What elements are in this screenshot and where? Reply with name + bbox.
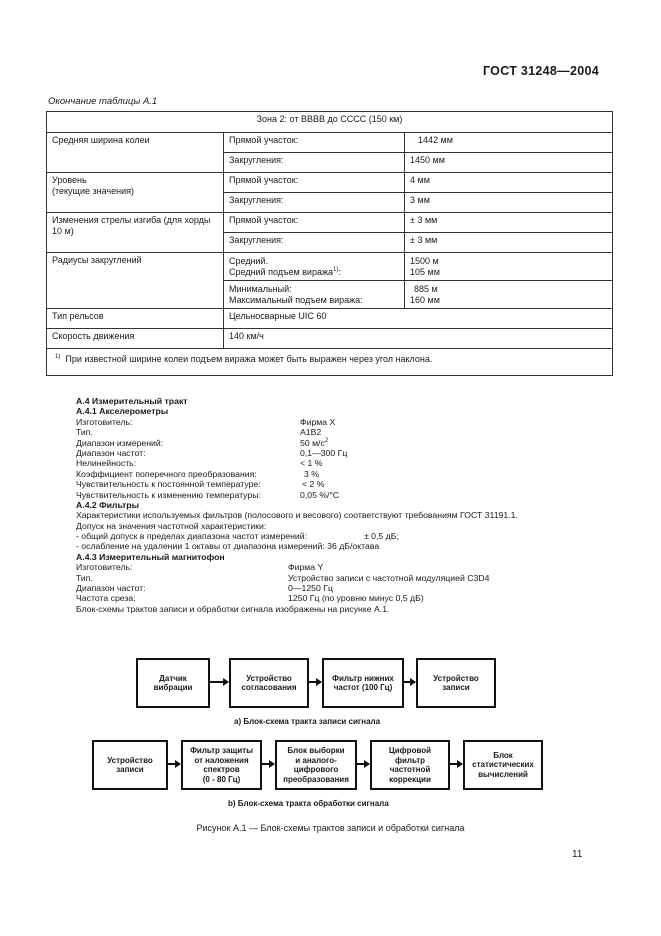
measurement-section: [76, 396, 518, 614]
diagram-caption: b) Блок-схема тракта обработки сигнала: [228, 799, 389, 808]
spec-value: 0,05 %/°С: [300, 489, 340, 500]
flow-arrow: [355, 763, 369, 765]
block-statistics: Блок статистических вычислений: [463, 740, 543, 790]
spec-line: [76, 479, 518, 489]
spec-value: < 2 %: [302, 479, 325, 490]
param-cell: Средняя ширина колеи: [47, 133, 224, 173]
spec-label: Диапазон частот:: [76, 583, 146, 594]
paragraph: Допуск на значения частотной характеристики:: [76, 520, 267, 531]
sub-label: Закругления:: [224, 193, 405, 213]
spec-value-group: [300, 438, 328, 448]
sub-label: [224, 253, 405, 281]
sub-value: 3 мм: [405, 193, 613, 213]
spec-value: 0—1250 Гц: [288, 583, 333, 594]
spec-label: Диапазон частот:: [76, 447, 146, 458]
spec-value: А1В2: [300, 427, 322, 438]
flow-arrow: [208, 681, 228, 683]
sub-value: 1442 мм: [405, 133, 613, 153]
spec-line: [76, 469, 518, 479]
sub-label: Закругления:: [224, 233, 405, 253]
spec-value: Фирма X: [300, 416, 336, 427]
table-footnote: [47, 349, 613, 376]
spec-line: [76, 417, 518, 427]
spec-value-exponent: 2: [324, 437, 329, 444]
spec-label: Коэффициент поперечного преобразования:: [76, 468, 257, 479]
spec-line: [76, 448, 518, 458]
param-value: Цельносварные UIC 60: [224, 309, 613, 329]
sub-value: ± 3 мм: [405, 233, 613, 253]
sub-label-line: Максимальный подъем виража:: [229, 295, 363, 305]
footnote-mark: 1): [55, 354, 61, 360]
block-vibration-sensor: Датчик вибрации: [136, 658, 210, 708]
sub-value: [405, 281, 613, 309]
page-number: 11: [572, 849, 583, 860]
spec-line: [76, 427, 518, 437]
document-header: ГОСТ 31248—2004: [482, 64, 599, 78]
diagram-caption: а) Блок-схема тракта записи сигнала: [234, 717, 381, 726]
zone-row: Зона 2: от ВВВВ до СССС (150 км): [47, 112, 613, 133]
sub-value-line: 160 мм: [410, 295, 440, 305]
spec-line: [76, 458, 518, 468]
spec-value: Устройство записи с частотной модуляцией С3D4: [288, 572, 490, 583]
sub-value: 1450 мм: [405, 153, 613, 173]
param-value: 140 км/ч: [224, 329, 613, 349]
subsection-heading: А.4.1 Акселерометры: [76, 406, 169, 417]
spec-label: Частота среза:: [76, 593, 136, 604]
spec-label: Чувствительность к изменению температуры:: [76, 489, 261, 500]
spec-value: 1250 Гц (по уровню минус 0,5 дБ): [288, 593, 424, 604]
block-recorder: Устройство записи: [416, 658, 496, 708]
sub-label: [224, 281, 405, 309]
table-caption: Окончание таблицы А.1: [48, 96, 158, 107]
subsection-heading: А.4.2 Фильтры: [76, 499, 140, 510]
param-cell: Тип рельсов: [47, 309, 224, 329]
spec-line: [76, 562, 518, 572]
spec-label: Тип.: [76, 427, 93, 438]
block-matching-device: Устройство согласования: [229, 658, 309, 708]
sub-value: [405, 253, 613, 281]
spec-label: Изготовитель:: [76, 416, 133, 427]
spec-label: Чувствительность к постоянной температуре:: [76, 479, 261, 490]
section-heading: А.4 Измерительный тракт: [76, 396, 188, 406]
spec-label: Тип.: [76, 572, 93, 583]
bullet-label: - общий допуск в пределах диапазона частот измерений:: [76, 531, 308, 542]
sub-value-line: 105 мм: [410, 267, 440, 277]
sub-label-line: [229, 267, 399, 278]
sub-label: Закругления:: [224, 153, 405, 173]
flow-arrow: [402, 681, 415, 683]
spec-line: [76, 583, 518, 593]
bullet-item: - ослабление на удалении 1 октавы от диапазона измерений: 36 дБ/октава: [76, 541, 380, 552]
sub-label-line: Минимальный:: [229, 284, 292, 294]
block-digital-filter: Цифровой фильтр частотной коррекции: [370, 740, 450, 790]
footnote-ref: 1): [333, 267, 339, 273]
sub-label-colon: :: [338, 267, 341, 277]
paragraph: Блок-схемы трактов записи и обработки сигнала изображены на рисунке А.1.: [76, 603, 390, 614]
block-recorder: Устройство записи: [92, 740, 168, 790]
sub-value-line: 885 м: [414, 284, 438, 294]
spec-line: [76, 593, 518, 603]
sub-label: Прямой участок:: [224, 133, 405, 153]
sub-value-line: 1500 м: [410, 256, 439, 266]
spec-value: 3 %: [304, 468, 319, 479]
flow-arrow: [166, 763, 180, 765]
spec-label: Диапазон измерений:: [76, 437, 164, 448]
sub-value: 4 мм: [405, 173, 613, 193]
block-antialias-filter: Фильтр защиты от наложения спектров (0 - 80 Гц): [181, 740, 262, 790]
sub-label-line: Средний.: [229, 256, 269, 266]
spec-value: Фирма Y: [288, 562, 324, 573]
flow-arrow: [448, 763, 462, 765]
spec-value: 0,1—300 Гц: [300, 447, 348, 458]
sub-label-text: Средний подъем виража: [229, 267, 333, 277]
block-adc: Блок выборки и аналого- цифрового преобразования: [275, 740, 357, 790]
footnote-text: При известной ширине колеи подъем виража может быть выражен через угол наклона.: [65, 354, 433, 364]
param-cell: Уровень (текущие значения): [47, 173, 224, 213]
flow-arrow: [307, 681, 321, 683]
spec-line: [76, 438, 518, 448]
figure-caption: Рисунок А.1 — Блок-схемы трактов записи и обработки сигнала: [196, 823, 465, 833]
sub-label: Прямой участок:: [224, 173, 405, 193]
flow-arrow: [260, 763, 274, 765]
subsection-heading: А.4.3 Измерительный магнитофон: [76, 551, 225, 562]
block-lowpass-filter: Фильтр нижних частот (100 Гц): [322, 658, 404, 708]
spec-label: Нелинейность:: [76, 458, 137, 469]
paragraph: Характеристики используемых фильтров (полосового и весового) соответствуют требованиям ГОСТ 31191.1.: [76, 510, 518, 521]
spec-value: < 1 %: [300, 458, 323, 469]
spec-line: [76, 573, 518, 583]
spec-table: [46, 111, 613, 376]
spec-line: [76, 490, 518, 500]
param-cell: Изменения стрелы изгиба (для хорды 10 м): [47, 213, 224, 253]
sub-value: ± 3 мм: [405, 213, 613, 233]
spec-value: 50 м/с: [300, 437, 325, 448]
param-cell: Радиусы закруглений: [47, 253, 224, 309]
bullet-item: [76, 531, 518, 541]
sub-label: Прямой участок:: [224, 213, 405, 233]
bullet-value: ± 0,5 дБ;: [364, 531, 399, 542]
param-cell: Скорость движения: [47, 329, 224, 349]
spec-label: Изготовитель:: [76, 562, 133, 573]
